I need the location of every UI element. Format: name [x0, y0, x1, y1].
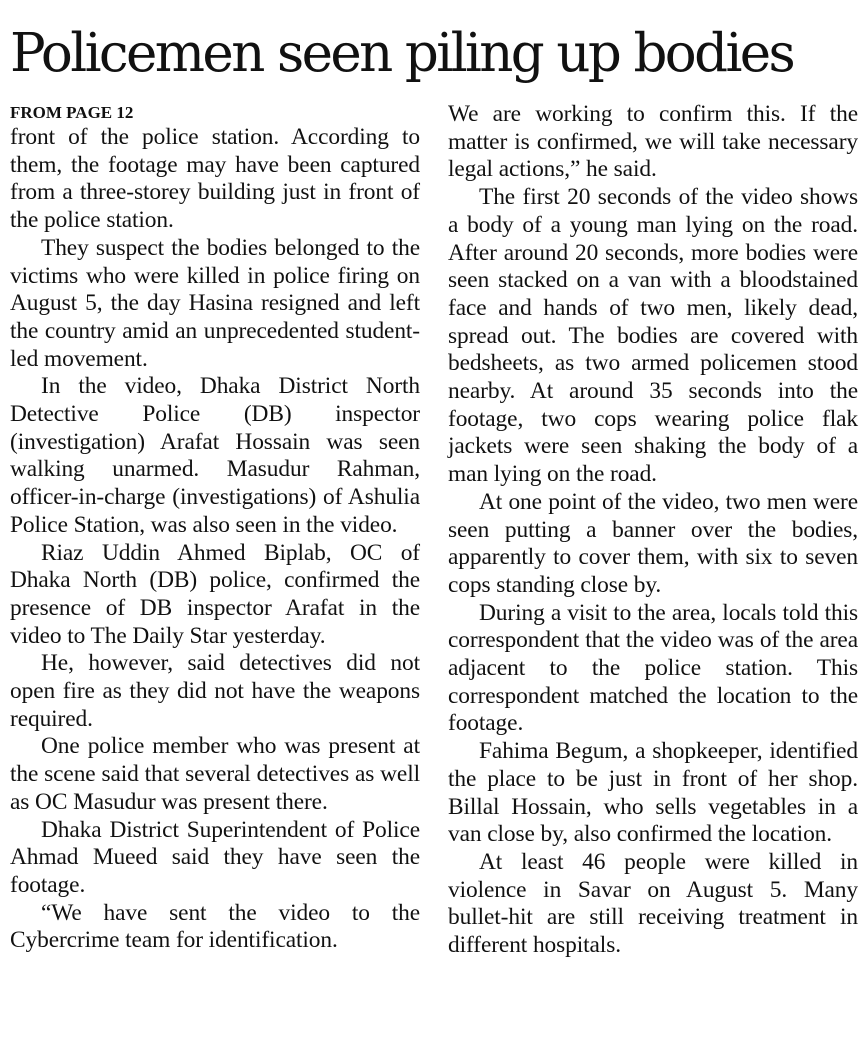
- paragraph: They suspect the bodies belonged to the victims who were killed in police firing on August 5, the day Hasina resigned and left the country amid an unprecedented student-led movement.: [10, 234, 420, 372]
- paragraph: One police member who was present at the scene said that several detectives as well as OC Masudur was present there.: [10, 733, 420, 815]
- paragraph: front of the police station. According to them, the footage may have been captured from a three-storey building just in front of the police station.: [10, 124, 420, 234]
- paragraph: During a visit to the area, locals told this correspondent that the video was of the area adjacent to the police station. This correspondent matched the location to the footage.: [448, 599, 858, 737]
- article-column-left: [10, 101, 420, 955]
- paragraph: In the video, Dhaka District North Detective Police (DB) inspector (investigation) Arafat Hossain was seen walking unarmed. Masudur Rahman, officer-in-charge (investigations) of Ashulia Police Station, was also seen in the video.: [10, 373, 420, 538]
- paragraph: He, however, said detectives did not open fire as they did not have the weapons required.: [10, 650, 420, 732]
- jump-label: FROM PAGE 12: [10, 103, 134, 122]
- article-column-right: [448, 101, 858, 960]
- paragraph: We are working to confirm this. If the matter is confirmed, we will take necessary legal actions,” he said.: [448, 101, 858, 183]
- paragraph: Dhaka District Superintendent of Police Ahmad Mueed said they have seen the footage.: [10, 816, 420, 898]
- paragraph: At one point of the video, two men were seen putting a banner over the bodies, apparently to cover them, with six to seven cops standing close by.: [448, 488, 858, 598]
- paragraph: The first 20 seconds of the video shows a body of a young man lying on the road. After around 20 seconds, more bodies were seen stacked on a van with a bloodstained face and hands of two men, likely dead, spread out. The bodies are covered with bedsheets, as two armed policemen stood nearby. At around 35 seconds into the footage, two cops wearing police flak jackets were seen shaking the body of a man lying on the road.: [448, 184, 858, 488]
- paragraph: Fahima Begum, a shopkeeper, identified the place to be just in front of her shop. Billal Hossain, who sells vegetables in a van close by, also confirmed the location.: [448, 738, 858, 848]
- paragraph: Riaz Uddin Ahmed Biplab, OC of Dhaka North (DB) police, confirmed the presence of DB inspector Arafat in the video to The Daily Star yesterday.: [10, 539, 420, 649]
- paragraph: At least 46 people were killed in violence in Savar on August 5. Many bullet-hit are still receiving treatment in different hospitals.: [448, 848, 858, 959]
- paragraph: “We have sent the video to the Cybercrime team for identification.: [10, 899, 420, 954]
- headline: Policemen seen piling up bodies: [10, 23, 794, 84]
